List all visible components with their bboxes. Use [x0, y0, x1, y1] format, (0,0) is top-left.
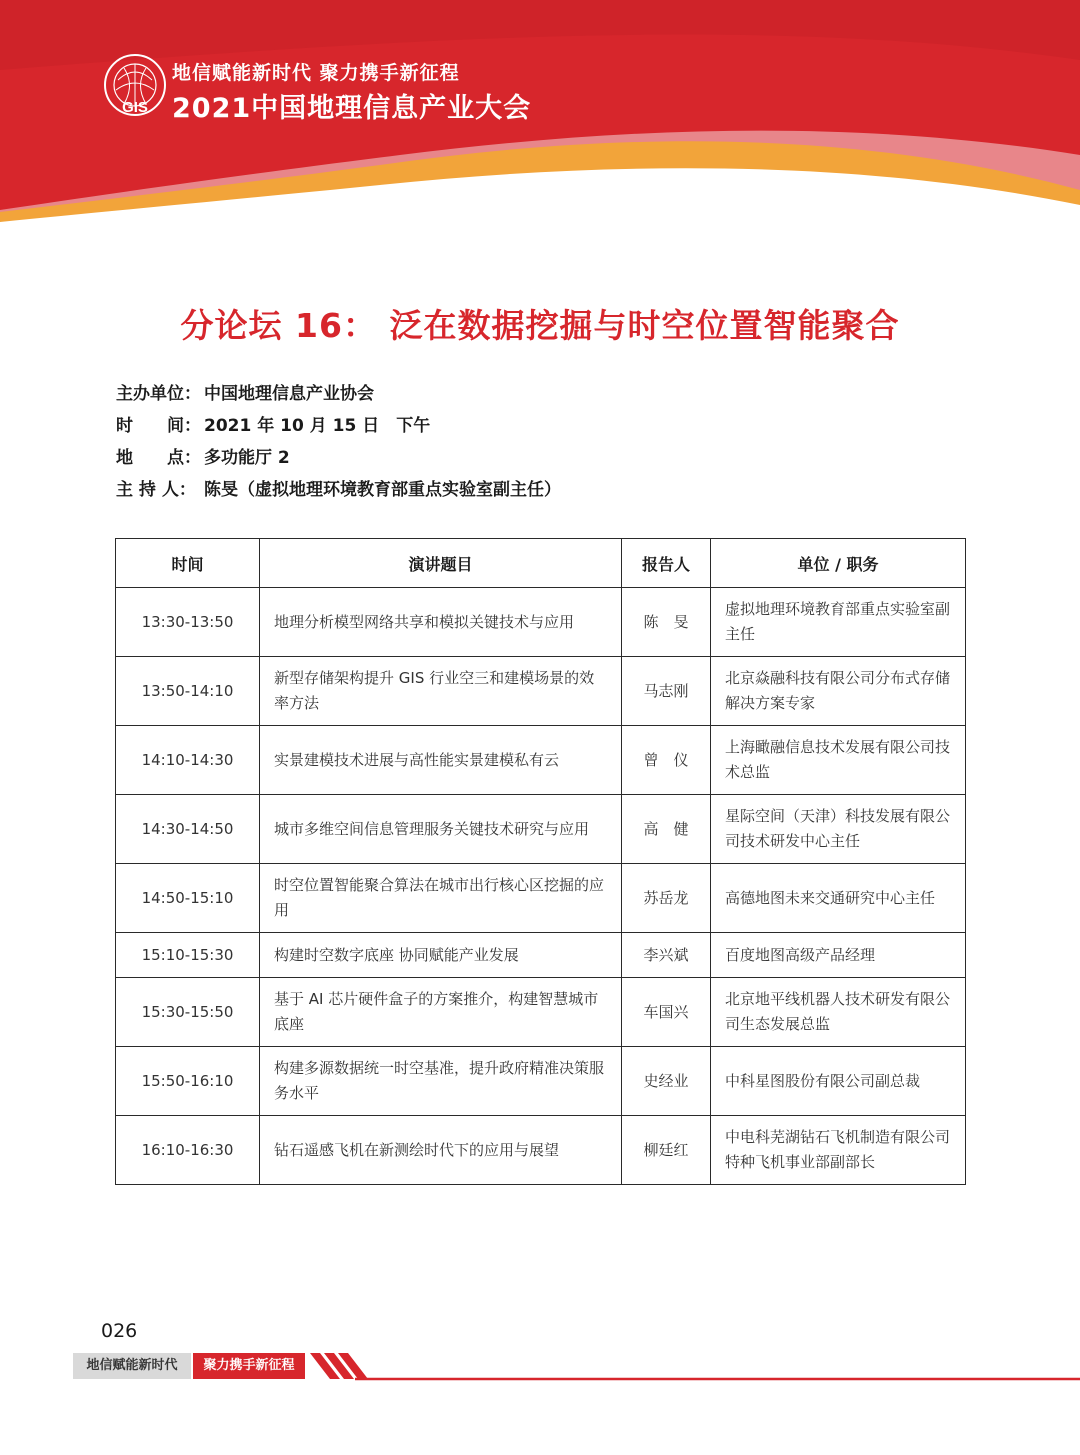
cell-topic: 新型存储架构提升 GIS 行业空三和建模场景的效率方法 — [260, 657, 622, 726]
logo-text: GIS — [122, 99, 148, 116]
cell-topic: 实景建模技术进展与高性能实景建模私有云 — [260, 726, 622, 795]
cell-topic: 城市多维空间信息管理服务关键技术研究与应用 — [260, 795, 622, 864]
info-host — [116, 474, 561, 506]
cell-speaker: 陈 旻 — [622, 588, 711, 657]
conference-title: 2021中国地理信息产业大会 — [172, 93, 532, 124]
schedule-table — [115, 538, 966, 1185]
info-place — [116, 442, 561, 474]
cell-org: 虚拟地理环境教育部重点实验室副主任 — [711, 588, 966, 657]
header-speaker: 报告人 — [622, 539, 711, 588]
cell-speaker: 曾 仪 — [622, 726, 711, 795]
table-row — [116, 588, 966, 657]
info-organizer — [116, 378, 561, 410]
table-row — [116, 1116, 966, 1185]
cell-speaker: 苏岳龙 — [622, 864, 711, 933]
table-row — [116, 795, 966, 864]
cell-time: 13:50-14:10 — [116, 657, 260, 726]
table-row — [116, 933, 966, 978]
cell-topic: 时空位置智能聚合算法在城市出行核心区挖掘的应用 — [260, 864, 622, 933]
header-time: 时间 — [116, 539, 260, 588]
info-value: 多功能厅 2 — [204, 448, 290, 468]
cell-speaker: 柳廷红 — [622, 1116, 711, 1185]
cell-org: 上海瞰融信息技术发展有限公司技术总监 — [711, 726, 966, 795]
cell-topic: 钻石遥感飞机在新测绘时代下的应用与展望 — [260, 1116, 622, 1185]
table-row — [116, 657, 966, 726]
info-label: 时 间： — [116, 416, 201, 436]
table-header-row — [116, 539, 966, 588]
table-row — [116, 864, 966, 933]
table-row — [116, 1047, 966, 1116]
cell-org: 星际空间（天津）科技发展有限公司技术研发中心主任 — [711, 795, 966, 864]
cell-topic: 构建多源数据统一时空基准，提升政府精准决策服务水平 — [260, 1047, 622, 1116]
cell-time: 14:30-14:50 — [116, 795, 260, 864]
cell-time: 14:10-14:30 — [116, 726, 260, 795]
cell-org: 中科星图股份有限公司副总裁 — [711, 1047, 966, 1116]
cell-org: 北京焱融科技有限公司分布式存储解决方案专家 — [711, 657, 966, 726]
cell-time: 16:10-16:30 — [116, 1116, 260, 1185]
gis-logo — [100, 50, 170, 120]
cell-time: 15:10-15:30 — [116, 933, 260, 978]
cell-time: 13:30-13:50 — [116, 588, 260, 657]
cell-speaker: 史经业 — [622, 1047, 711, 1116]
cell-topic: 地理分析模型网络共享和模拟关键技术与应用 — [260, 588, 622, 657]
cell-topic: 基于 AI 芯片硬件盒子的方案推介，构建智慧城市底座 — [260, 978, 622, 1047]
info-time — [116, 410, 561, 442]
header-topic: 演讲题目 — [260, 539, 622, 588]
table-row — [116, 978, 966, 1047]
info-value: 陈旻（虚拟地理环境教育部重点实验室副主任） — [204, 480, 561, 500]
info-label: 主 持 人： — [116, 480, 196, 500]
header-org: 单位 / 职务 — [711, 539, 966, 588]
info-value: 中国地理信息产业协会 — [204, 384, 374, 404]
cell-time: 15:50-16:10 — [116, 1047, 260, 1116]
cell-speaker: 高 健 — [622, 795, 711, 864]
table-row — [116, 726, 966, 795]
footer-tag-right: 聚力携手新征程 — [193, 1353, 305, 1379]
cell-org: 百度地图高级产品经理 — [711, 933, 966, 978]
cell-speaker: 车国兴 — [622, 978, 711, 1047]
cell-speaker: 李兴斌 — [622, 933, 711, 978]
cell-org: 中电科芜湖钻石飞机制造有限公司特种飞机事业部副部长 — [711, 1116, 966, 1185]
info-value: 2021 年 10 月 15 日 下午 — [204, 416, 431, 436]
cell-org: 北京地平线机器人技术研发有限公司生态发展总监 — [711, 978, 966, 1047]
header-slogan: 地信赋能新时代 聚力携手新征程 — [172, 62, 460, 84]
forum-info — [116, 378, 561, 506]
forum-title: 分论坛 16： 泛在数据挖掘与时空位置智能聚合 — [180, 306, 900, 345]
cell-time: 15:30-15:50 — [116, 978, 260, 1047]
cell-time: 14:50-15:10 — [116, 864, 260, 933]
cell-speaker: 马志刚 — [622, 657, 711, 726]
page-number: 026 — [101, 1320, 138, 1342]
footer-tag-left: 地信赋能新时代 — [73, 1353, 191, 1379]
cell-org: 高德地图未来交通研究中心主任 — [711, 864, 966, 933]
info-label: 主办单位： — [116, 384, 201, 404]
cell-topic: 构建时空数字底座 协同赋能产业发展 — [260, 933, 622, 978]
info-label: 地 点： — [116, 448, 201, 468]
header-banner — [0, 0, 1080, 240]
